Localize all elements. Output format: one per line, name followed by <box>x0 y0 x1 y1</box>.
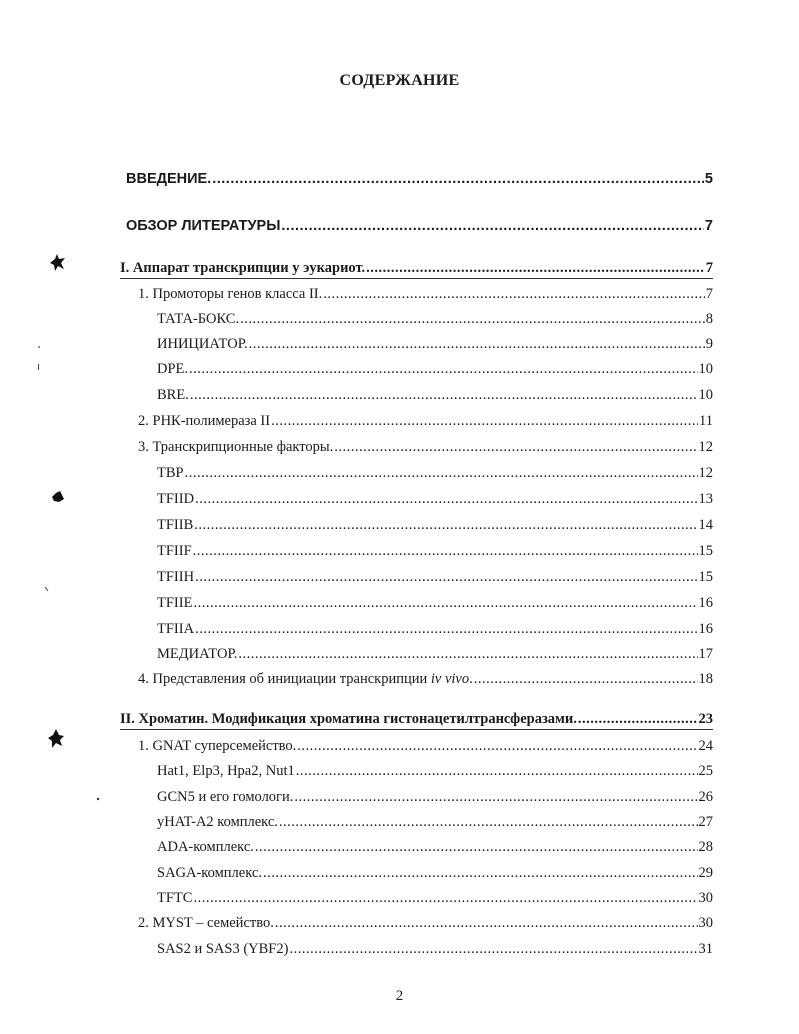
toc-page: 30 <box>698 915 713 931</box>
toc-label: ИНИЦИАТОР. <box>157 336 248 352</box>
toc-entry[interactable] <box>157 620 713 638</box>
toc-entry[interactable] <box>138 285 713 303</box>
page-number: 2 <box>395 988 404 1004</box>
toc-label: TFIIH <box>157 569 195 585</box>
toc-entry[interactable] <box>157 335 713 353</box>
toc-label: ВВЕДЕНИЕ. <box>126 171 212 187</box>
toc-entry[interactable] <box>157 516 713 534</box>
toc-label: II. Хроматин. Модификация хроматина гистонацетилтрансферазами. <box>120 711 577 727</box>
toc-page: 16 <box>698 621 713 637</box>
ink-blot-mark <box>44 250 70 276</box>
toc-label: ADA-комплекс. <box>157 839 254 855</box>
toc-entry[interactable] <box>157 594 713 612</box>
toc-label: TFTC <box>157 890 193 906</box>
toc-label: TBP <box>157 465 184 481</box>
toc-entry[interactable] <box>157 813 713 831</box>
toc-label: TFIIA <box>157 621 195 637</box>
toc-entry[interactable] <box>138 438 713 456</box>
toc-page: 24 <box>698 738 713 754</box>
toc-page: 23 <box>698 711 713 727</box>
toc-label: 1. GNAT суперсемейство. <box>138 738 297 754</box>
toc-page: 12 <box>698 465 713 481</box>
toc-page: 16 <box>698 595 713 611</box>
toc-entry[interactable] <box>157 889 713 907</box>
ink-blot-mark <box>48 487 68 507</box>
section-divider <box>120 278 713 279</box>
toc-page: 11 <box>699 413 713 429</box>
toc-entry-introduction[interactable] <box>126 170 713 188</box>
toc-page: 7 <box>705 286 713 302</box>
toc-label: ОБЗОР ЛИТЕРАТУРЫ <box>126 218 281 234</box>
toc-label: SAS2 и SAS3 (YBF2) <box>157 941 289 957</box>
scan-speck <box>44 586 50 594</box>
toc-label: TFIIE <box>157 595 193 611</box>
toc-entry[interactable] <box>157 788 713 806</box>
toc-page: 13 <box>698 491 713 507</box>
toc-label: TFIIF <box>157 543 192 559</box>
toc-entry[interactable] <box>138 670 713 688</box>
toc-entry[interactable] <box>138 914 713 932</box>
toc-page: 15 <box>698 569 713 585</box>
toc-label: МЕДИАТОР. <box>157 646 238 662</box>
ink-blot-mark <box>43 726 69 752</box>
toc-entry[interactable] <box>157 568 713 586</box>
toc-page: 8 <box>705 311 713 327</box>
toc-entry[interactable] <box>157 940 713 958</box>
toc-page: 17 <box>698 646 713 662</box>
toc-entry[interactable] <box>157 386 713 404</box>
toc-label: 3. Транскрипционные факторы. <box>138 439 334 455</box>
page-title: СОДЕРЖАНИЕ <box>339 72 460 89</box>
toc-label: TFIIB <box>157 517 194 533</box>
toc-entry[interactable] <box>157 310 713 328</box>
toc-label: SAGA-комплекс. <box>157 865 262 881</box>
toc-page: 29 <box>698 865 713 881</box>
toc-entry[interactable] <box>157 864 713 882</box>
scan-speck <box>36 344 42 374</box>
toc-page: 30 <box>698 890 713 906</box>
toc-label: 4. Представления об инициации транскрипции iv vivo. <box>138 671 473 687</box>
toc-page: 27 <box>698 814 713 830</box>
toc-page: 18 <box>698 671 713 687</box>
toc-label: BRE. <box>157 387 189 403</box>
section-divider <box>120 729 713 730</box>
toc-page: 7 <box>705 260 713 276</box>
toc-label: 1. Промоторы генов класса II. <box>138 286 323 302</box>
toc-entry-literature-review[interactable] <box>126 217 713 235</box>
toc-entry[interactable] <box>157 542 713 560</box>
toc-entry[interactable] <box>157 762 713 780</box>
toc-label: Hat1, Elp3, Hpa2, Nut1 <box>157 763 295 779</box>
toc-page: 15 <box>698 543 713 559</box>
toc-label: 2. РНК-полимераза II <box>138 413 271 429</box>
scan-speck <box>96 797 100 801</box>
toc-page: 12 <box>698 439 713 455</box>
toc-entry[interactable] <box>157 838 713 856</box>
toc-page: 7 <box>704 218 713 234</box>
toc-entry-section-2[interactable] <box>120 710 713 728</box>
toc-label: 2. MYST – семейство. <box>138 915 274 931</box>
toc-entry[interactable] <box>138 412 713 430</box>
toc-entry-section-1[interactable] <box>120 259 713 277</box>
toc-entry[interactable] <box>157 360 713 378</box>
toc-page: 10 <box>698 387 713 403</box>
toc-label: yHAT-A2 комплекс. <box>157 814 278 830</box>
toc-label: I. Аппарат транскрипции у эукариот. <box>120 260 366 276</box>
toc-entry[interactable] <box>157 645 713 663</box>
toc-page: 9 <box>705 336 713 352</box>
toc-page: 14 <box>698 517 713 533</box>
toc-label: ТАТА-БОКС. <box>157 311 240 327</box>
toc-label: GCN5 и его гомологи. <box>157 789 294 805</box>
toc-page: 10 <box>698 361 713 377</box>
toc-page: 25 <box>698 763 713 779</box>
toc-page: 28 <box>698 839 713 855</box>
toc-entry[interactable] <box>138 737 713 755</box>
toc-label: TFIID <box>157 491 195 507</box>
toc-page: 26 <box>698 789 713 805</box>
toc-page: 31 <box>698 941 713 957</box>
toc-page: 5 <box>704 171 713 187</box>
toc-label: DPE. <box>157 361 189 377</box>
toc-entry[interactable] <box>157 490 713 508</box>
toc-entry[interactable] <box>157 464 713 482</box>
